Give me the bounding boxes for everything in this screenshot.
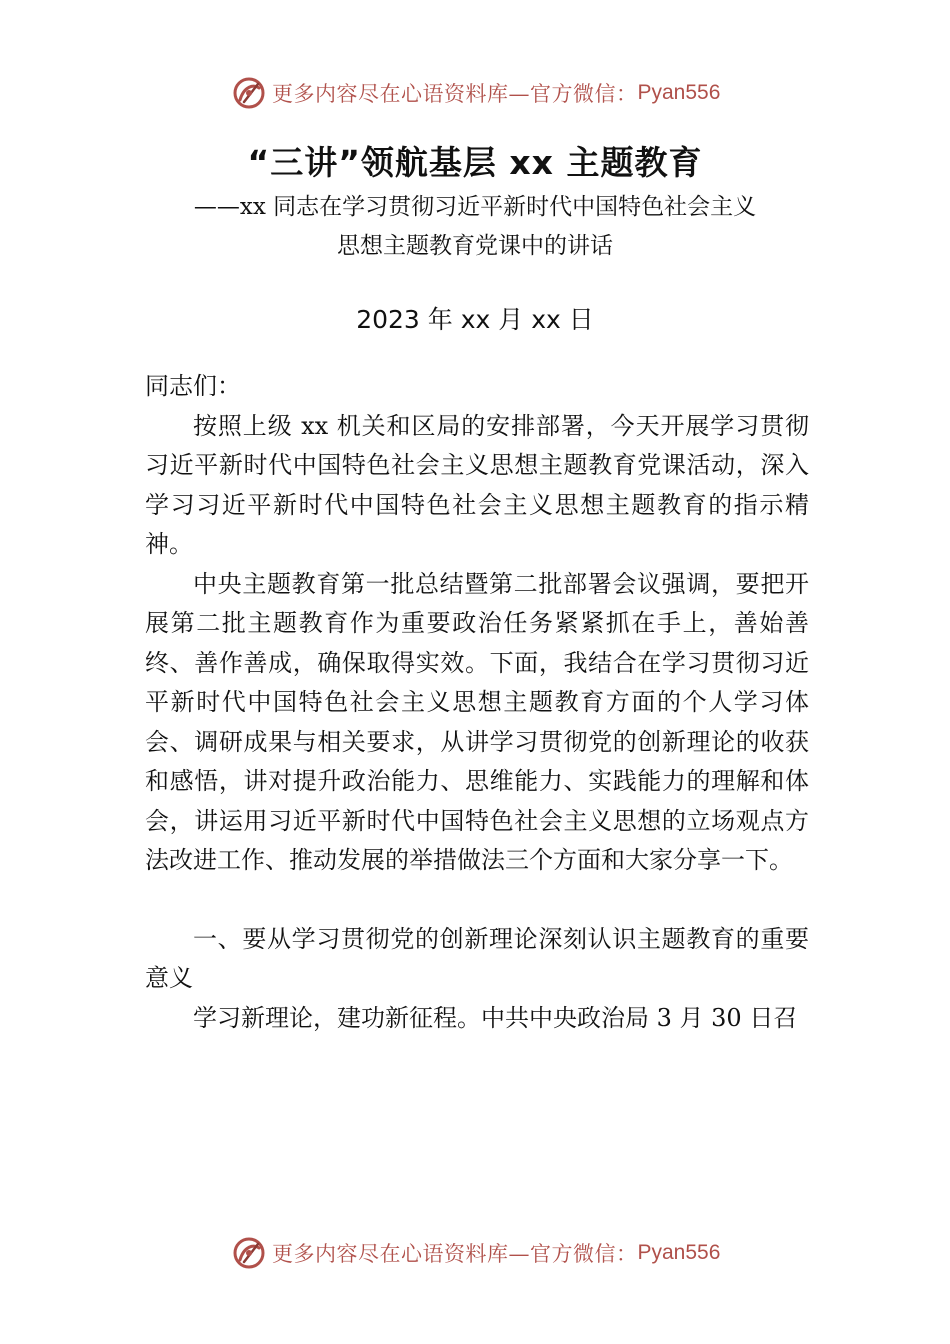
paragraph: 中央主题教育第一批总结暨第二批部署会议强调，要把开展第二批主题教育作为重要政治任务紧紧抓在手上，善始善终、善作善成，确保取得实效。下面，我结合在学习贯彻习近平新时代中国特色社会主义思想主题教育方面的个人学习体会、调研成果与相关要求，从讲学习贯彻党的创新理论的收获和感悟，讲对提升政治能力、思维能力、实践能力的理解和体会，讲运用习近平新时代中国特色社会主义思想的立场观点方法改进工作、推动发展的举措做法三个方面和大家分享一下。 [145,569,809,874]
document-date: 2023 年 xx 月 xx 日 [356,305,594,334]
section-heading: 一、要从学习贯彻党的创新理论深刻认识主题教育的重要意义 [145,924,809,992]
document-subtitle-line-1: ——xx 同志在学习贯彻习近平新时代中国特色社会主义 [193,194,757,220]
brand-logo-icon [232,1236,266,1270]
watermark-footer [232,1233,732,1273]
watermark-text: 更多内容尽在心语资料库—官方微信： [272,82,638,106]
paragraph: 按照上级 xx 机关和区局的安排部署，今天开展学习贯彻习近平新时代中国特色社会主义思想主题教育党课活动，深入学习习近平新时代中国特色社会主义思想主题教育的指示精神。 [145,411,809,558]
watermark-handle: Pyan556 [637,1241,721,1264]
paragraph: 学习新理论，建功新征程。中共中央政治局 3 月 30 日召 [193,1003,798,1032]
watermark-handle: Pyan556 [637,81,721,104]
document-body [145,367,809,1038]
document-title: “三讲”领航基层 xx 主题教育 [247,143,703,182]
document-subtitle-line-2: 思想主题教育党课中的讲话 [337,233,613,259]
watermark-text: 更多内容尽在心语资料库—官方微信： [272,1242,638,1266]
brand-logo-icon [232,76,266,110]
watermark-header [232,73,732,113]
greeting: 同志们： [145,372,241,400]
